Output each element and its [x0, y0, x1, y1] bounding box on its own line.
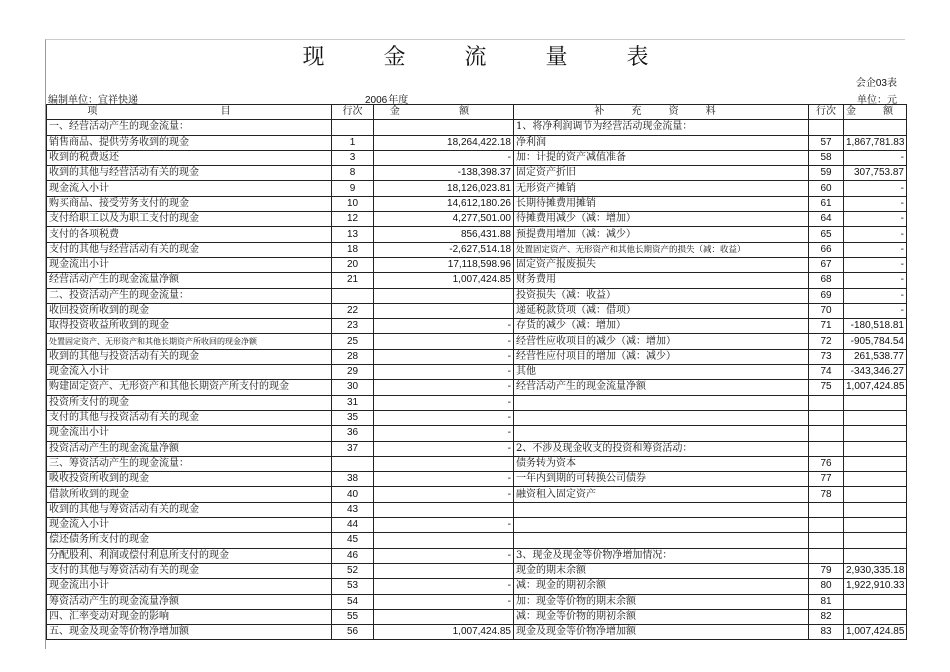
table-row — [47, 196, 907, 211]
amount-value: - — [374, 319, 514, 334]
table-row — [47, 426, 907, 441]
supplement-amount-value — [844, 410, 907, 425]
line-number: 29 — [332, 365, 374, 380]
supplement-line-number: 72 — [809, 334, 844, 349]
header-amount-2-label: 金 额 — [846, 106, 906, 118]
supplement-line-number — [809, 441, 844, 456]
table-row — [47, 349, 907, 364]
amount-value: - — [374, 518, 514, 533]
header-supplement-label: 补 充 资 料 — [594, 106, 728, 118]
supplement-amount-value — [844, 518, 907, 533]
amount-value: - — [374, 395, 514, 410]
line-number: 35 — [332, 410, 374, 425]
table-row — [47, 273, 907, 288]
supplement-line-number: 69 — [809, 288, 844, 303]
header-line: 行次 — [332, 105, 374, 120]
line-number: 10 — [332, 196, 374, 211]
supplement-line-number: 64 — [809, 212, 844, 227]
line-number: 12 — [332, 212, 374, 227]
table-row — [47, 609, 907, 624]
supplement-amount-value: - — [844, 212, 907, 227]
supplement-line-number: 82 — [809, 609, 844, 624]
supplement-amount-value: - — [844, 242, 907, 257]
line-number: 52 — [332, 563, 374, 578]
amount-value: -2,627,514.18 — [374, 242, 514, 257]
supplement-label: 2、不涉及现金收支的投资和筹资活动： — [514, 441, 809, 456]
supplement-line-number: 68 — [809, 273, 844, 288]
table-row — [47, 579, 907, 594]
line-number: 21 — [332, 273, 374, 288]
supplement-amount-value: - — [844, 257, 907, 272]
supplement-amount-value — [844, 472, 907, 487]
supplement-line-number: 81 — [809, 594, 844, 609]
item-label: 收到的其他与投资活动有关的现金 — [47, 349, 332, 364]
supplement-amount-value: - — [844, 288, 907, 303]
supplement-label: 固定资产折旧 — [514, 166, 809, 181]
supplement-amount-value: 307,753.87 — [844, 166, 907, 181]
line-number — [332, 456, 374, 471]
table-row — [47, 135, 907, 150]
supplement-amount-value: - — [844, 181, 907, 196]
item-label: 分配股利、利润或偿付利息所支付的现金 — [47, 548, 332, 563]
table-row — [47, 380, 907, 395]
item-label: 收到的其他与经营活动有关的现金 — [47, 166, 332, 181]
table-row — [47, 120, 907, 135]
amount-value — [374, 456, 514, 471]
item-label: 偿还债务所支付的现金 — [47, 533, 332, 548]
supplement-label: 债务转为资本 — [514, 456, 809, 471]
table-row — [47, 472, 907, 487]
line-number: 22 — [332, 303, 374, 318]
header-amount-2 — [844, 105, 907, 120]
supplement-label: 预提费用增加（减：减少） — [514, 227, 809, 242]
supplement-amount-value — [844, 426, 907, 441]
amount-value — [374, 533, 514, 548]
supplement-line-number: 59 — [809, 166, 844, 181]
supplement-line-number: 60 — [809, 181, 844, 196]
supplement-line-number — [809, 120, 844, 135]
amount-value: - — [374, 579, 514, 594]
amount-value: - — [374, 487, 514, 502]
item-label: 现金流出小计 — [47, 426, 332, 441]
table-row — [47, 441, 907, 456]
supplement-label: 待摊费用减少（减：增加） — [514, 212, 809, 227]
item-label: 现金流出小计 — [47, 257, 332, 272]
table-row — [47, 365, 907, 380]
supplement-line-number: 75 — [809, 380, 844, 395]
supplement-label: 财务费用 — [514, 273, 809, 288]
line-number: 55 — [332, 609, 374, 624]
item-label: 五、现金及现金等价物净增加额 — [47, 625, 332, 640]
supplement-label: 3、现金及现金等价物净增加情况： — [514, 548, 809, 563]
amount-value: 18,264,422.18 — [374, 135, 514, 150]
table-row — [47, 242, 907, 257]
amount-value: - — [374, 365, 514, 380]
line-number: 28 — [332, 349, 374, 364]
line-number: 18 — [332, 242, 374, 257]
supplement-line-number: 66 — [809, 242, 844, 257]
supplement-amount-value: 261,538.77 — [844, 349, 907, 364]
table-row — [47, 594, 907, 609]
supplement-line-number: 58 — [809, 150, 844, 165]
amount-value — [374, 502, 514, 517]
supplement-line-number — [809, 518, 844, 533]
amount-value: - — [374, 441, 514, 456]
supplement-label: 净利润 — [514, 135, 809, 150]
supplement-amount-value: - — [844, 150, 907, 165]
line-number: 37 — [332, 441, 374, 456]
cash-flow-statement — [45, 39, 905, 649]
supplement-label: 经营性应收项目的减少（减：增加） — [514, 334, 809, 349]
amount-value — [374, 609, 514, 624]
item-label: 销售商品、提供劳务收到的现金 — [47, 135, 332, 150]
table-row — [47, 303, 907, 318]
table-header-row — [47, 105, 907, 120]
supplement-amount-value — [844, 120, 907, 135]
reporting-entity: 编制单位：宜祥快递 — [48, 95, 138, 106]
currency-unit: 单位：元 — [857, 95, 897, 106]
line-number: 1 — [332, 135, 374, 150]
supplement-label: 长期待摊费用摊销 — [514, 196, 809, 211]
item-label: 借款所收到的现金 — [47, 487, 332, 502]
header-item — [47, 105, 332, 120]
amount-value: 14,612,180.26 — [374, 196, 514, 211]
supplement-label: 减：现金等价物的期初余额 — [514, 609, 809, 624]
supplement-label: 经营性应付项目的增加（减：减少） — [514, 349, 809, 364]
supplement-line-number: 67 — [809, 257, 844, 272]
line-number: 44 — [332, 518, 374, 533]
supplement-amount-value: 2,930,335.18 — [844, 563, 907, 578]
supplement-amount-value — [844, 456, 907, 471]
table-row — [47, 288, 907, 303]
amount-value — [374, 303, 514, 318]
table-row — [47, 410, 907, 425]
table-row — [47, 227, 907, 242]
supplement-line-number: 71 — [809, 319, 844, 334]
supplement-label — [514, 502, 809, 517]
statement-table — [46, 104, 907, 640]
item-label: 购建固定资产、无形资产和其他长期资产所支付的现金 — [47, 380, 332, 395]
line-number: 20 — [332, 257, 374, 272]
line-number — [332, 288, 374, 303]
line-number: 53 — [332, 579, 374, 594]
supplement-label: 固定资产报废损失 — [514, 257, 809, 272]
item-label: 经营活动产生的现金流量净额 — [47, 273, 332, 288]
supplement-amount-value: - — [844, 273, 907, 288]
supplement-line-number — [809, 410, 844, 425]
supplement-amount-value: - — [844, 303, 907, 318]
supplement-amount-value: 1,007,424.85 — [844, 625, 907, 640]
table-row — [47, 395, 907, 410]
line-number: 3 — [332, 150, 374, 165]
line-number: 54 — [332, 594, 374, 609]
supplement-line-number: 79 — [809, 563, 844, 578]
line-number: 40 — [332, 487, 374, 502]
form-code: 会企03表 — [855, 78, 897, 89]
supplement-label: 处置固定资产、无形资产和其他长期资产的损失（减：收益） — [514, 242, 809, 257]
supplement-label: 投资损失（减：收益） — [514, 288, 809, 303]
item-label: 现金流入小计 — [47, 181, 332, 196]
line-number: 30 — [332, 380, 374, 395]
supplement-amount-value: 1,007,424.85 — [844, 380, 907, 395]
supplement-label: 减：现金的期初余额 — [514, 579, 809, 594]
supplement-line-number — [809, 533, 844, 548]
line-number — [332, 120, 374, 135]
supplement-line-number: 77 — [809, 472, 844, 487]
amount-value: 1,007,424.85 — [374, 273, 514, 288]
amount-value: - — [374, 349, 514, 364]
supplement-line-number: 57 — [809, 135, 844, 150]
supplement-label: 递延税款贷项（减：借项） — [514, 303, 809, 318]
supplement-line-number: 83 — [809, 625, 844, 640]
supplement-label: 一年内到期的可转换公司债券 — [514, 472, 809, 487]
header-item-label: 项 目 — [87, 106, 291, 118]
table-row — [47, 625, 907, 640]
item-label: 一、经营活动产生的现金流量： — [47, 120, 332, 135]
supplement-label — [514, 533, 809, 548]
supplement-label: 其他 — [514, 365, 809, 380]
line-number: 13 — [332, 227, 374, 242]
table-row — [47, 319, 907, 334]
supplement-amount-value — [844, 533, 907, 548]
table-row — [47, 548, 907, 563]
table-row — [47, 487, 907, 502]
supplement-label: 1、将净利润调节为经营活动现金流量： — [514, 120, 809, 135]
amount-value: 17,118,598.96 — [374, 257, 514, 272]
supplement-label: 加：计提的资产减值准备 — [514, 150, 809, 165]
supplement-line-number: 78 — [809, 487, 844, 502]
supplement-amount-value — [844, 609, 907, 624]
amount-value: 1,007,424.85 — [374, 625, 514, 640]
supplement-label: 现金及现金等价物净增加额 — [514, 625, 809, 640]
supplement-line-number: 65 — [809, 227, 844, 242]
supplement-line-number: 61 — [809, 196, 844, 211]
line-number: 56 — [332, 625, 374, 640]
supplement-label: 无形资产摊销 — [514, 181, 809, 196]
amount-value — [374, 120, 514, 135]
table-row — [47, 563, 907, 578]
table-row — [47, 212, 907, 227]
line-number: 8 — [332, 166, 374, 181]
supplement-label — [514, 410, 809, 425]
table-row — [47, 257, 907, 272]
amount-value: - — [374, 334, 514, 349]
supplement-line-number: 80 — [809, 579, 844, 594]
line-number: 43 — [332, 502, 374, 517]
supplement-amount-value: -180,518.81 — [844, 319, 907, 334]
item-label: 三、筹资活动产生的现金流量： — [47, 456, 332, 471]
supplement-line-number — [809, 395, 844, 410]
report-year: 2006 — [365, 95, 388, 106]
supplement-amount-value — [844, 487, 907, 502]
table-row — [47, 502, 907, 517]
item-label: 取得投资收益所收到的现金 — [47, 319, 332, 334]
header-supplement — [514, 105, 809, 120]
supplement-amount-value: -905,784.54 — [844, 334, 907, 349]
supplement-amount-value — [844, 395, 907, 410]
item-label: 收回投资所收到的现金 — [47, 303, 332, 318]
amount-value: 4,277,501.00 — [374, 212, 514, 227]
amount-value: - — [374, 380, 514, 395]
supplement-amount-value: 1,922,910.33 — [844, 579, 907, 594]
item-label: 处置固定资产、无形资产和其他长期资产所收回的现金净额 — [47, 334, 332, 349]
item-label: 投资活动产生的现金流量净额 — [47, 441, 332, 456]
amount-value: - — [374, 548, 514, 563]
item-label: 二、投资活动产生的现金流量： — [47, 288, 332, 303]
line-number: 36 — [332, 426, 374, 441]
table-row — [47, 456, 907, 471]
item-label: 现金流出小计 — [47, 579, 332, 594]
supplement-label — [514, 426, 809, 441]
amount-value — [374, 563, 514, 578]
amount-value: - — [374, 426, 514, 441]
page-title: 现 金 流 量 表 — [302, 45, 675, 70]
item-label: 收到的税费返还 — [47, 150, 332, 165]
supplement-label: 融资租入固定资产 — [514, 487, 809, 502]
supplement-label — [514, 395, 809, 410]
item-label: 购买商品、接受劳务支付的现金 — [47, 196, 332, 211]
supplement-label — [514, 518, 809, 533]
line-number: 9 — [332, 181, 374, 196]
supplement-amount-value: - — [844, 227, 907, 242]
table-row — [47, 334, 907, 349]
supplement-line-number — [809, 426, 844, 441]
table-row — [47, 181, 907, 196]
amount-value: - — [374, 472, 514, 487]
supplement-amount-value — [844, 548, 907, 563]
table-row — [47, 166, 907, 181]
supplement-label: 加：现金等价物的期末余额 — [514, 594, 809, 609]
line-number: 45 — [332, 533, 374, 548]
header-amount-label: 金 额 — [389, 106, 498, 118]
line-number: 25 — [332, 334, 374, 349]
item-label: 支付给职工以及为职工支付的现金 — [47, 212, 332, 227]
amount-value: 856,431.88 — [374, 227, 514, 242]
line-number: 31 — [332, 395, 374, 410]
supplement-amount-value: - — [844, 196, 907, 211]
supplement-line-number — [809, 548, 844, 563]
item-label: 支付的其他与投资活动有关的现金 — [47, 410, 332, 425]
item-label: 吸收投资所收到的现金 — [47, 472, 332, 487]
supplement-amount-value: 1,867,781.83 — [844, 135, 907, 150]
supplement-line-number: 74 — [809, 365, 844, 380]
supplement-amount-value: -343,346.27 — [844, 365, 907, 380]
line-number: 23 — [332, 319, 374, 334]
item-label: 四、汇率变动对现金的影响 — [47, 609, 332, 624]
header-line-2: 行次 — [809, 105, 844, 120]
header-amount — [374, 105, 514, 120]
item-label: 现金流入小计 — [47, 365, 332, 380]
supplement-line-number: 73 — [809, 349, 844, 364]
supplement-line-number — [809, 502, 844, 517]
table-row — [47, 518, 907, 533]
amount-value — [374, 288, 514, 303]
supplement-label: 存货的减少（减：增加） — [514, 319, 809, 334]
item-label: 支付的各项税费 — [47, 227, 332, 242]
amount-value: -138,398.37 — [374, 166, 514, 181]
supplement-label: 现金的期末余额 — [514, 563, 809, 578]
supplement-amount-value — [844, 441, 907, 456]
amount-value: - — [374, 410, 514, 425]
table-row — [47, 150, 907, 165]
amount-value: - — [374, 594, 514, 609]
table-row — [47, 533, 907, 548]
item-label: 筹资活动产生的现金流量净额 — [47, 594, 332, 609]
item-label: 支付的其他与筹资活动有关的现金 — [47, 563, 332, 578]
supplement-line-number: 76 — [809, 456, 844, 471]
item-label: 现金流入小计 — [47, 518, 332, 533]
amount-value: - — [374, 150, 514, 165]
item-label: 投资所支付的现金 — [47, 395, 332, 410]
line-number: 38 — [332, 472, 374, 487]
supplement-amount-value — [844, 594, 907, 609]
amount-value: 18,126,023.81 — [374, 181, 514, 196]
report-year-suffix: 年度 — [388, 95, 409, 106]
item-label: 支付的其他与经营活动有关的现金 — [47, 242, 332, 257]
item-label: 收到的其他与筹资活动有关的现金 — [47, 502, 332, 517]
line-number: 46 — [332, 548, 374, 563]
supplement-line-number: 70 — [809, 303, 844, 318]
supplement-label: 经营活动产生的现金流量净额 — [514, 380, 809, 395]
supplement-amount-value — [844, 502, 907, 517]
